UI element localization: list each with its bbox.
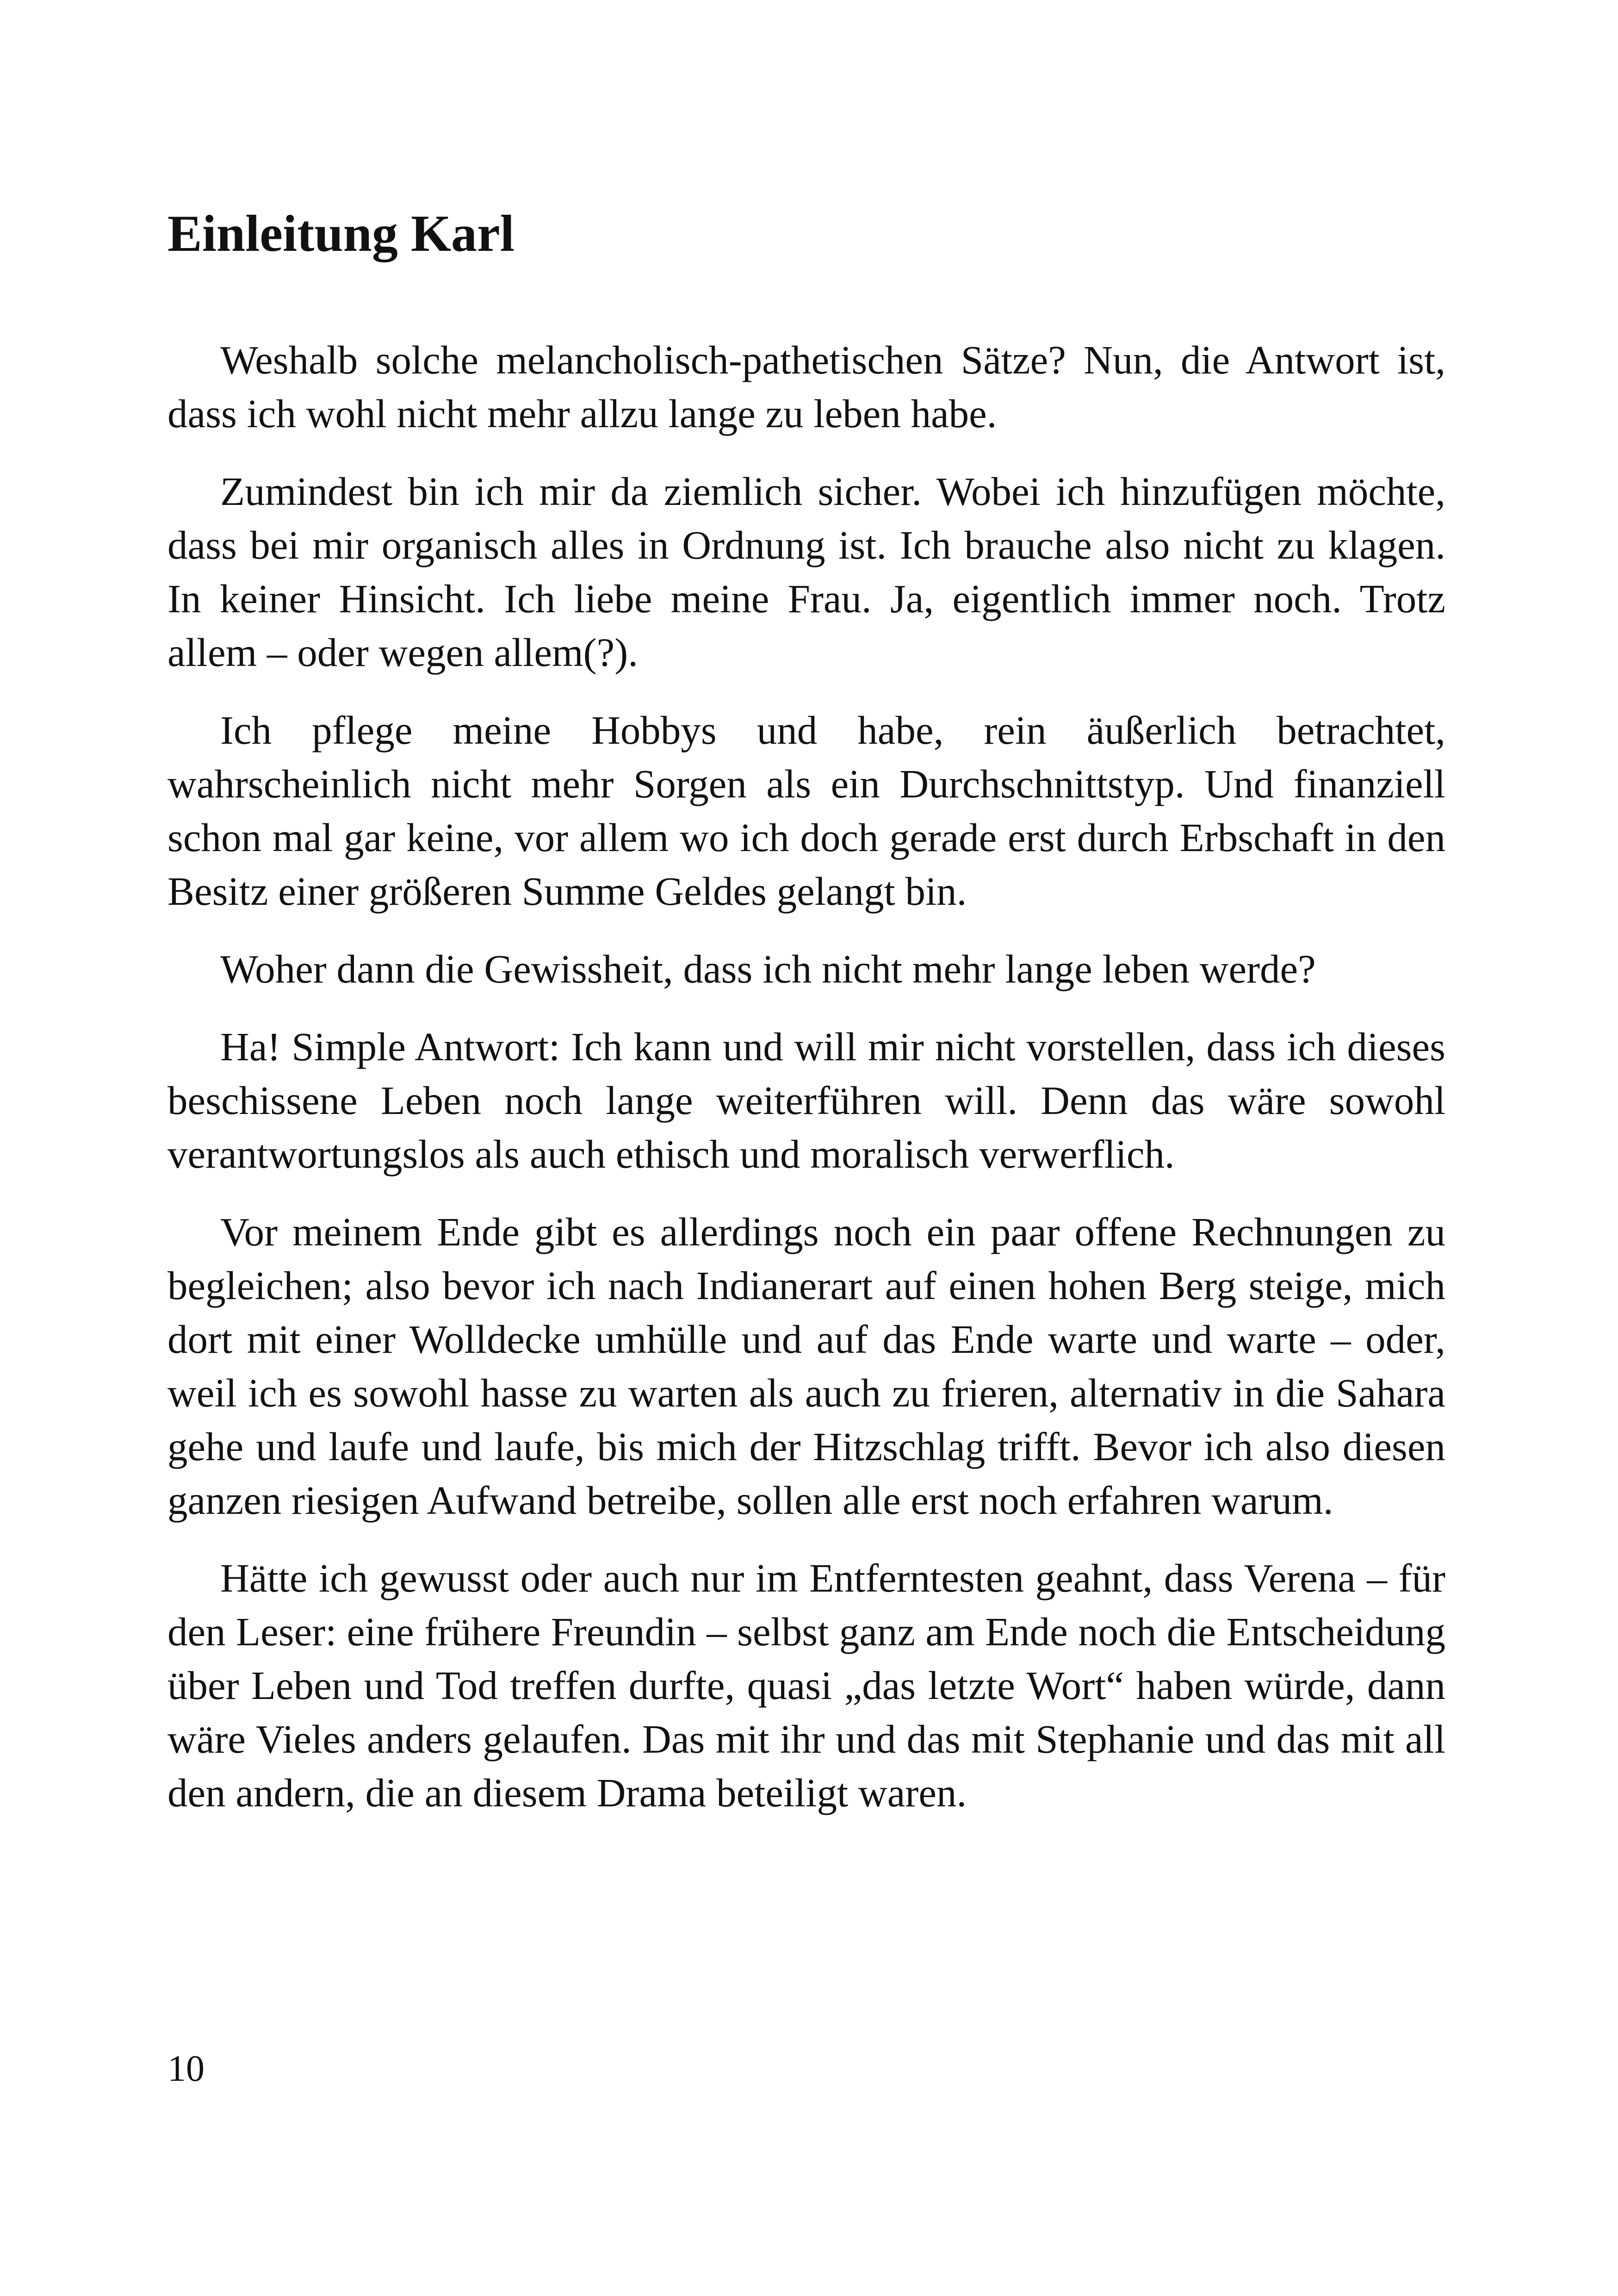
body-text <box>167 333 1445 1844</box>
paragraph-3: Ich pflege meine Hobbys und habe, rein äußerlich betrachtet, wahrscheinlich nicht mehr Sorgen als ein Durchschnittstyp. Und finanziell schon mal gar keine, vor allem wo ich doch gerade erst durch Erbschaft in den Besitz einer größeren Summe Geldes gelangt bin. <box>167 708 1445 914</box>
paragraph-6: Vor meinem Ende gibt es allerdings noch ein paar offene Rechnungen zu begleichen; also bevor ich nach Indianerart auf einen hohen Berg steige, mich dort mit einer Wolldecke umhülle und auf das Ende warte und warte – oder, weil ich es sowohl hasse zu warten als auch zu frieren, alternativ in die Sahara gehe und laufe und laufe, bis mich der Hitzschlag trifft. Bevor ich also diesen ganzen riesigen Aufwand betreibe, sollen alle erst noch erfahren warum. <box>167 1209 1445 1523</box>
paragraph-4: Woher dann die Gewissheit, dass ich nicht mehr lange leben werde? <box>220 946 1316 991</box>
page-number: 10 <box>167 2048 205 2089</box>
paragraph-2: Zumindest bin ich mir da ziemlich sicher. Wobei ich hinzufügen möchte, dass bei mir organisch alles in Ordnung ist. Ich brauche also nicht zu klagen. In keiner Hinsicht. Ich liebe meine Frau. Ja, eigentlich immer noch. Trotz allem – oder wegen allem(?). <box>167 469 1445 675</box>
paragraph-7: Hätte ich gewusst oder auch nur im Entferntesten geahnt, dass Verena – für den Leser: eine frühere Freundin – selbst ganz am Ende noch die Entscheidung über Leben und Tod treffen durfte, quasi „das letzte Wort“ haben würde, dann wäre Vieles anders gelaufen. Das mit ihr und das mit Stephanie und das mit all den andern, die an diesem Drama beteiligt waren. <box>167 1556 1445 1815</box>
paragraph-1: Weshalb solche melancholisch-pathetischen Sätze? Nun, die Antwort ist, dass ich wohl nicht mehr allzu lange zu leben habe. <box>167 337 1445 436</box>
paragraph-5: Ha! Simple Antwort: Ich kann und will mir nicht vorstellen, dass ich dieses beschissene Leben noch lange weiterführen will. Denn das wäre sowohl verantwortungslos als auch ethisch und moralisch verwerflich. <box>167 1024 1445 1176</box>
chapter-title: Einleitung Karl <box>167 205 515 262</box>
